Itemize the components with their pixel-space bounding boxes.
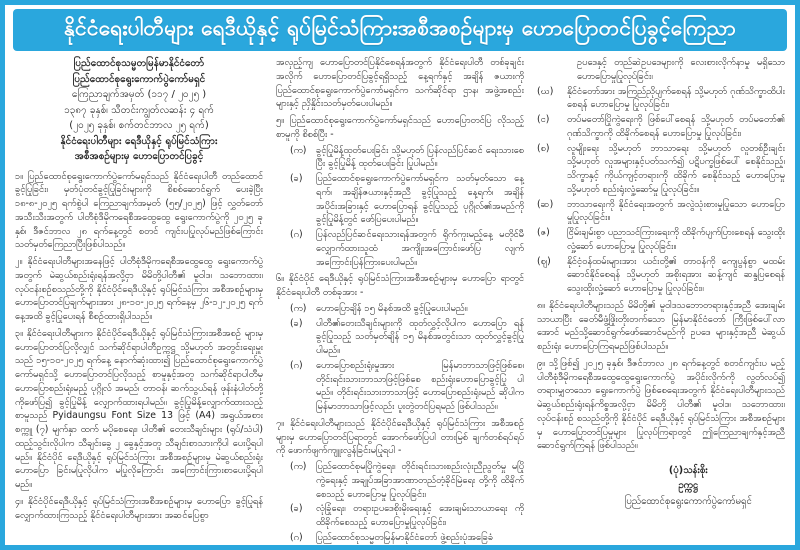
list-item-text: လူမျိုးရေး သို့မဟုတ် ဘာသာရေး သို့မဟုတ် လူတစ်ဦးချင်း သို့မဟုတ် လူအများနှင့်ပတ်သက်၍ ပဋိပက္ခဖြစ်ပေါ် စေနိုင်သည့်၊ သိက္ခာနှင့် ကိုယ်ကျင့်တရားကို ထိခိုက် စေနိုင်သည့် ဟောပြောမှု သို့မဟုတ် စည်းရုံးလှုံ့ဆော်မှု ပြုလုပ်ခြင်း။: [567, 142, 785, 195]
list-item-5c: [290, 228, 524, 269]
subject-line-2: အစီအစဉ်များမှ ဟောပြောတင်ပြခွင့်: [74, 151, 204, 162]
list-item-label: (င): [537, 114, 550, 125]
signature-name: (ပုံ)သန်းစိုး: [668, 465, 708, 476]
paragraph-7-intro: ၇။ နိုင်ငံရေးပါတီများသည် နိုင်ငံပိုင်ရေဒီယိုနှင့် ရုပ်မြင်သံကြား အစီအစဉ်များမှ ဟောပြောတင်ပြရာတွင် အောက်ဖော်ပြပါ တားမြစ် ချက်တစ်ရပ်ရပ်ကို ဖောက်ဖျက်ကျူးလွန်ခြင်းမပြုရပါ -: [276, 417, 524, 457]
paragraph-5-intro: ၅။ ပြည်ထောင်စုရွေးကောက်ပွဲကော်မရှင်သည် ဟောပြောတင်ပြ လိုသည့်စာမူကို စိစစ်ပြီး -: [276, 115, 524, 140]
masthead-country: ပြည်ထောင်စုသမ္မတမြန်မာနိုင်ငံတော်: [73, 58, 205, 69]
list-item-7a: [290, 460, 524, 501]
column-1: [15, 56, 263, 536]
list-item-label: (ခ): [290, 173, 303, 184]
list-item-7i: [537, 255, 785, 296]
list-item-label: (က): [290, 144, 307, 156]
masthead-commission: ပြည်ထောင်စုရွေးကောက်ပွဲကော်မရှင်: [72, 73, 206, 85]
masthead: [15, 56, 263, 165]
list-item-5b: [290, 172, 524, 227]
list-item-7c-start: [290, 531, 524, 545]
list-item-text: ခွင့်ပြုမိန့်ထုတ်ပေးခြင်း သို့မဟုတ် ပြန်လည်ပြင်ဆင် ရေးသားစေပြီး ခွင့်ပြုမိန့် ထုတ်ပေးခြင်း ပြုပါမည်။: [316, 144, 524, 170]
paragraph-8: ၈။ နိုင်ငံရေးပါတီများသည် မိမိတို့၏ မူဝါဒသဘောတရားနှင့်အညီ အေးချမ်းသာယာပြီး ခေတ်မီဖွံ့ဖြိုးတိုးတက်သော မြန်မာနိုင်ငံတော် ကြီးဖြစ်ပေါ်လာအောင် မည်သို့ဆောင်ရွက်ဖော်ဆောင်မည်ကို ဥပဒေ များနှင့်အညီ မဲဆွယ်စည်းရုံး ဟောပြောကြရမည်ဖြစ်ပါသည်။: [537, 299, 785, 352]
list-item-text: ငြိမ်းချမ်းစွာ ပညာသင်ကြားရေးကို ထိခိုက်ပျက်ပြားစေရန် သွေးထိုးလှုံ့ဆော် ဟောပြောမှု ပြုလုပ်ခြင်း။: [567, 227, 785, 252]
subject-line-1: နိုင်ငံရေးပါတီများ ရေဒီယိုနှင့် ရုပ်မြင်သံကြား: [60, 135, 218, 147]
list-item-label: (ဆ): [537, 198, 554, 210]
list-item-text: ဟောပြောစည်းရုံးမှုအား မြန်မာဘာသာဖြင့်ဖြစ်စေ၊ တိုင်းရင်းသားဘာသာဖြင့်ဖြစ်စေ စည်းရုံးဟောပြောခွင့်ပြု ပါမည်။ တိုင်းရင်းသားဘာသာဖြင့် ဟောပြောစည်းရုံးမည် ဆိုပါက မြန်မာဘာသာဖြင့်လည်း ပူးတွဲတင်ပြရမည် ဖြစ်ပါသည်။: [316, 359, 524, 412]
list-item-label: (ခ): [290, 317, 303, 329]
column-3: [537, 56, 785, 536]
list-item-label: (ဂ): [290, 229, 303, 240]
list-item-text: ဟောပြောချိန် ၁၅ မိနစ်အထိ ခွင့်ပြုပေးပါမည်။: [316, 302, 468, 314]
signature-organization: ပြည်ထောင်စုရွေးကောက်ပွဲကော်မရှင်: [624, 495, 752, 507]
list-item-text: နိုင်ငံတော်အား အကြည်ညိုပျက်စေရန် သို့မဟုတ် ဂုဏ်သိက္ခာထိပါးစေရန် ဟောပြောမှု ပြုလုပ်ခြင်း၊: [567, 85, 785, 111]
masthead-announcement-number: ကြေညာချက်အမှတ် (၁၁၇ / ၂၀၂၅ ): [71, 89, 207, 100]
paragraph-3: ၃။ နိုင်ငံရေးပါတီများက နိုင်ငံပိုင်ရေဒီယိုနှင့် ရုပ်မြင်သံကြားအစီအစဉ် များမှ ဟောပြောတင်ပြလိုလျှင် သက်ဆိုင်ရာပါတီဥက္ကဋ္ဌ သို့မဟုတ် အတွင်းရေးမှူးသည် ၁၅-၁၀-၂၀၂၅ ရက်နေ့ နောက်ဆုံးထား၍ ပြည်ထောင်စုရွေးကောက်ပွဲကော်မရှင်သို့ ဟောပြောတင်ပြလိုသည့် စာမူနှင့်အတူ သက်ဆိုင်ရာပါတီမှ ဟောပြောစည်းရုံးမည့် ပုဂ္ဂိုလ် အမည်၊ တာဝန်၊ ဆက်သွယ်ရန် ဖုန်းနံပါတ်တို့ကိုဖော်ပြ၍ ခွင့်ပြုမိန့် လျှောက်ထားရပါမည်။ ခွင့်ပြုမိန့်လျှောက်ထားသည့် စာမူသည် Pyidaungsu Font Size 13 ဖြင့် (A4) အရွယ်အစား စက္ကူ (၇) မျက်နှာ ထက် မပိုစေရေး၊ ပါတီ၏ တေးသီချင်းများ (ရုပ်/သံပါ) ထည့်သွင်းလိုပါက သီချင်းခွေ ၂ ခွေနှင့်အတူ သီချင်းစာသားကိုပါ ပေးပို့ရပါမည်။ နိုင်ငံပိုင် ရေဒီယိုနှင့် ရုပ်မြင်သံကြား အစီအစဉ်များမှ မဲဆွယ်စည်းရုံးဟောပြော ခြင်းမပြုလိုပါက မပြုလိုကြောင်း အကြောင်းကြားစာပေးပို့ရပါမည်။: [15, 327, 263, 490]
column-2: [276, 56, 524, 543]
list-item-6b: [290, 317, 524, 358]
list-item-7h: [537, 226, 785, 254]
paragraph-9: ၉။ သို့ဖြစ်၍ ၂၀၂၅ ခုနှစ်၊ ဒီဇင်ဘာလ ၂၈ ရက်နေ့တွင် စတင်ကျင်းပ မည့် ပါတီစုံဒီမိုကရေစီအထွေထွေရွေးကောက်ပွဲ အပိုင်းလိုက်ကို လွတ်လပ်၍ တရားမျှတသော ရွေးကောက်ပွဲ ဖြစ်စေရေးအတွက် နိုင်ငံရေးပါတီများသည် မဲဆွယ်စည်းရုံးရန်ကိစ္စအလို့ငှာ မိမိတို့ ပါတီ၏ မူဝါဒ၊ သဘောထား၊ လုပ်ငန်းစဉ် စသည်တို့ကို နိုင်ငံပိုင် ရေဒီယိုနှင့် ရုပ်မြင်သံကြား အစီအစဉ်များမှ ဟောပြောတင်ပြမှုများ ပြုလုပ်ကြရာတွင် ဤကြေညာချက်နှင့်အညီ ဆောင်ရွက်ကြရန် ဖြစ်ပါသည်။: [537, 357, 785, 452]
document-body: [12, 51, 788, 543]
list-item-text: လုံခြုံရေး၊ တရားဥပဒေစိုးမိုးရေးနှင့် အေးချမ်းသာယာရေး ကို ထိခိုက်စေသည့် ဟောပြောမှုပြုလုပ်ခြင်း၊: [316, 503, 524, 528]
list-item-text: တပ်မတော်ပြိုကွဲရေးကို ဖြစ်ပေါ်စေရန် သို့မဟုတ် တပ်မတော်၏ ဂုဏ်သိက္ခာကို ထိခိုက်စေရန် ဟောပြောမှု ပြုလုပ်ခြင်း၊: [567, 114, 785, 139]
list-item-label: (ဂ): [290, 359, 303, 371]
paragraph-1: ၁။ ပြည်ထောင်စုရွေးကောက်ပွဲကော်မရှင်သည် နိုင်ငံရေးပါတီ တည်ထောင်ခွင့်ပြုခြင်း၊ မှတ်ပုံတင်ခွင့်ပြုခြင်းများကို စိစစ်ဆောင်ရွက် ပေးခဲ့ပြီး ၁၈-၈-၂၀၂၅ ရက်စွဲပါ ကြေညာချက်အမှတ် (၅၅/၂၀၂၅) ဖြင့် လွှတ်တော်အသီးသီးအတွက် ပါတီစုံဒီမိုကရေစီအထွေထွေ ရွေးကောက်ပွဲကို ၂၀၂၅ ခုနှစ်၊ ဒီဇင်ဘာလ ၂၈ ရက်နေ့တွင် စတင် ကျင်းပပြုလုပ်မည်ဖြစ်ကြောင်း သတ်မှတ်ကြေညာပြီးဖြစ်ပါသည်။: [15, 170, 263, 251]
page-title: နိုင်ငံရေးပါတီများ ရေဒီယိုနှင့် ရုပ်မြင်သံကြားအစီအစဉ်များမှ ဟောပြောတင်ပြခွင့်ကြေညာ: [64, 15, 736, 40]
list-item-label: (ဇ): [537, 227, 550, 238]
list-item-text: ပါတီ၏တေးသီချင်းများကို ထုတ်လွှင့်လိုပါက ဟောပြော ရန် ခွင့်ပြုသည့် သတ်မှတ်ချိန် ၁၅ မိနစ်အတွင်းသာ ထုတ်လွှင့်ခွင့်ပြုပါမည်။: [316, 317, 524, 356]
list-item-7g: [537, 198, 785, 226]
list-item-text: ပြည်ထောင်စုသမ္မတမြန်မာနိုင်ငံတော် ဖွဲ့စည်းပုံအခြေခံ: [316, 531, 494, 543]
list-item-7f: [537, 142, 785, 197]
list-item-label: (က): [290, 461, 307, 472]
list-item-7e: [537, 113, 785, 141]
list-item-5a: [290, 144, 524, 172]
header-banner: [13, 9, 787, 51]
list-item-text: ဘာသာရေးကို နိုင်ငံရေးအတွက် အလွဲသုံးစားမှုပြုသော ဟောပြောမှုပြုလုပ်ခြင်း။: [567, 198, 785, 224]
list-item-text: ပြည်ထောင်စုမပြိုကွဲရေး၊ တိုင်းရင်းသားစည်းလုံးညီညွတ်မှု မပြိုကွဲရေးနှင့် အချုပ်အခြာအာဏာတည်တံ့ခိုင်မြဲရေး တို့ကို ထိခိုက်စေသည့် ဟောပြောမှု ပြုလုပ်ခြင်း၊: [316, 461, 524, 500]
list-item-label: (ဃ): [537, 85, 554, 97]
paragraph-4-continued: အလှည့်ကျ ဟောပြောတင်ပြနိုင်စေရန်အတွက် နိုင်ငံရေးပါတီ တစ်ခုချင်းအလိုက် ဟောပြောတင်ပြခွင့်ရရှိသည့် နေ့ရက်နှင့် အချိန် ဇယားကို ပြည်ထောင်စုရွေးကောက်ပွဲကော်မရှင်က သက်ဆိုင်ရာ ဌာန၊ အဖွဲ့အစည်းများနှင့် ညှိနှိုင်းသတ်မှတ်ပေးပါမည်။: [276, 57, 524, 110]
list-item-6a: [290, 302, 524, 316]
list-item-7d: [537, 85, 785, 113]
paragraph-2: ၂။ နိုင်ငံရေးပါတီများအနေဖြင့် ပါတီစုံဒီမိုကရေစီအထွေထွေ ရွေးကောက်ပွဲအတွက် မဲဆွယ်စည်းရုံးရန်အလို့ငှာ မိမိတို့ပါတီ၏ မူဝါဒ၊ သဘောထား၊ လုပ်ငန်းစဉ်စသည်တို့ကို နိုင်ငံပိုင်ရေဒီယိုနှင့် ရုပ်မြင်သံကြား အစီအစဉ်များမှ ဟောပြောတင်ပြချက်များအား ၂၈-၁၀-၂၀၂၅ ရက်နေ့မှ ၂၆-၁၂-၂၀၂၅ ရက်နေ့အထိ ခွင့်ပြုပေးရန် စီစဉ်ထားရှိပါသည်။: [15, 256, 263, 322]
list-item-label: (ခ): [290, 503, 303, 515]
list-item-label: (စ): [537, 142, 550, 154]
paragraph-4-start: ၄။ နိုင်ငံပိုင်ရေဒီယိုနှင့် ရုပ်မြင်သံကြားအစီအစဉ်များမှ ဟောပြော ခွင့်ပြုရန် လျှောက်ထားကြသည့် နိုင်ငံရေးပါတီများအား အဆင်ပြေစွာ: [15, 495, 263, 521]
list-item-text: ပြည်ထောင်စုရွေးကောက်ပွဲကော်မရှင်က သတ်မှတ်သော နေ့ရက်၊ အချိန်ဇယားနှင့်အညီ ခွင့်ပြုသည့် နေ့ရက်၊ အချိန်အပိုင်းအခြားနှင့် ဟောပြောရန် ခွင့်ပြုသည့် ပုဂ္ဂိုလ်၏အမည်ကို ခွင့်ပြုမိန့်တွင် ဖော်ပြပေးပါမည်။: [316, 173, 524, 226]
list-item-label: (က): [290, 302, 307, 314]
list-item-label: (ဈ): [537, 255, 551, 267]
list-item-7c-continued: ဥပဒေနှင့် တည်ဆဲဥပဒေများကို လေးစားလိုက်နာမှု မရှိသော ဟောပြောမှုပြုလုပ်ခြင်း၊: [577, 57, 785, 82]
signature-block: [592, 463, 785, 509]
paragraph-6-intro: ၆။ နိုင်ငံပိုင် ရေဒီယိုနှင့် ရုပ်မြင်သံကြားအစီအစဉ်များမှ ဟောပြော ရာတွင် နိုင်ငံရေးပါတီ တစ်ခုအား -: [276, 273, 524, 298]
masthead-date-myanmar: ၁၃၈၇ ခုနှစ်၊ သီတင်းကျွတ်လဆန်း ၄ ရက်: [64, 104, 214, 116]
list-item-text: နိုင်ငံ့ဝန်ထမ်းများအား ယင်းတို့၏ တာဝန်ကို ကျေပွန်စွာ မထမ်းဆောင်နိုင်စေရန် သို့မဟုတ် အစိုးရအား ဆန့်ကျင် ဆန္ဒပြစေရန် သွေးထိုးလှုံ့ဆော် ဟောပြောမှု ပြုလုပ်ခြင်း။: [567, 255, 785, 294]
list-item-label: (ဂ): [290, 531, 303, 543]
list-item-7b: [290, 502, 524, 530]
signature-role: ဥက္ကဋ္ဌ: [678, 480, 699, 492]
masthead-date-gregorian: (၂၀၂၅ ခုနှစ်၊ စက်တင်ဘာလ ၂၅ ရက်): [69, 120, 209, 131]
list-item-6c: [290, 359, 524, 414]
list-item-text: ပြန်လည်ပြင်ဆင်ရေးသားရန်အတွက် ရိုက်ကူးမည့်နေ့ မတိုင်မီ လျှောက်ထားသူထံ အကျိုးအကြောင်းဖော်ပြ လျက် အကြောင်းပြန်ကြားပေးပါမည်။: [316, 229, 524, 268]
